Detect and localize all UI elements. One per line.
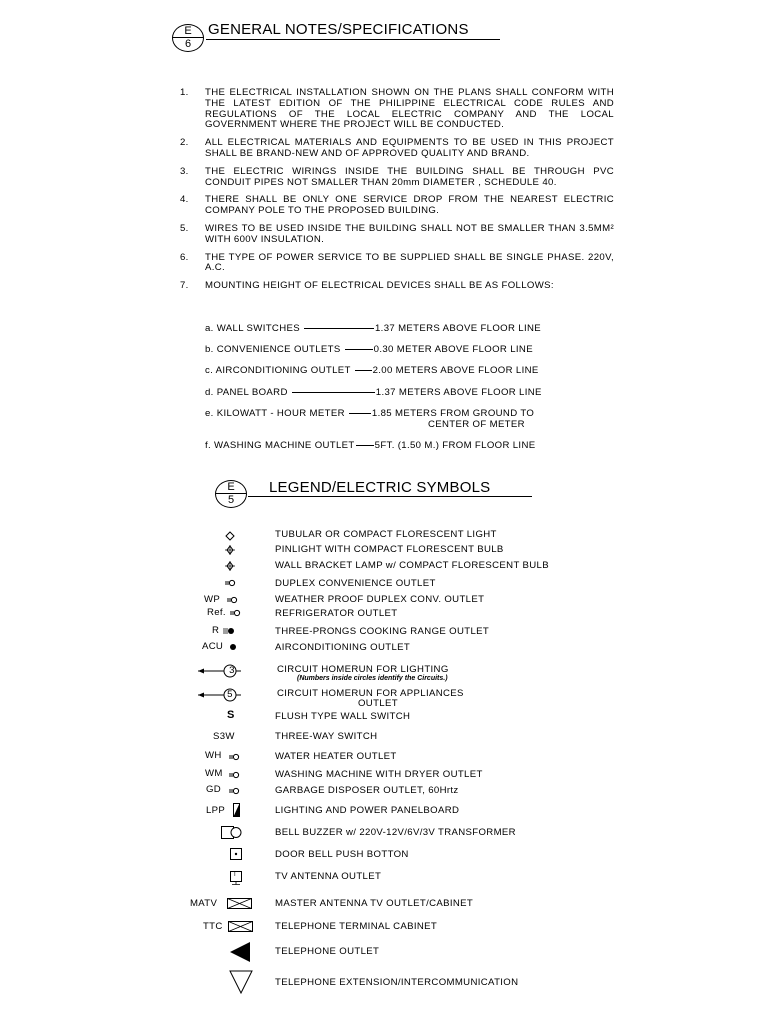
note-item: [180, 167, 614, 189]
legend-text: CIRCUIT HOMERUN FOR LIGHTING: [277, 664, 449, 675]
note-text: THE TYPE OF POWER SERVICE TO BE SUPPLIED SHALL BE SINGLE PHASE. 220V, A.C.: [205, 251, 614, 274]
mounting-row: [205, 365, 539, 376]
legend-abbr: R: [212, 625, 220, 636]
circuit-number: 3: [229, 665, 235, 676]
note-text: ALL ELECTRICAL MATERIALS AND EQUIPMENTS TO BE USED IN THIS PROJECT SHALL BE BRAND-NEW AND OF APPROVED QUALITY AND BRAND.: [205, 137, 614, 159]
legend-text: TUBULAR OR COMPACT FLORESCENT LIGHT: [275, 529, 497, 540]
sheet-badge-e5: [215, 480, 247, 508]
tubular-light-icon: [225, 531, 235, 541]
wall-bracket-lamp-icon: [225, 561, 235, 571]
legend-abbr: GD: [206, 784, 221, 795]
note-number: 6.: [180, 251, 189, 263]
door-bell-push-button-icon: [230, 848, 242, 860]
mounting-item: a. WALL SWITCHES: [205, 323, 300, 334]
note-item: [180, 224, 614, 246]
title-underline: [248, 496, 532, 497]
legend-text: MASTER ANTENNA TV OUTLET/CABINET: [275, 898, 474, 909]
legend-text: GARBAGE DISPOSER OUTLET, 60Hrtz: [275, 785, 459, 796]
mounting-item: e. KILOWATT - HOUR METER: [205, 408, 345, 419]
bell-buzzer-icon: [221, 826, 243, 840]
note-item: [180, 253, 614, 275]
telephone-terminal-cabinet-icon: [228, 921, 254, 933]
legend-abbr: WH: [205, 750, 222, 761]
matv-cabinet-icon: [227, 898, 253, 910]
note-text: THE ELECTRICAL INSTALLATION SHOWN ON THE PLANS SHALL CONFORM WITH THE LATEST EDITION OF THE PHILIPPINE ELECTRICAL CODE RULES AND REGULATIONS OF THE LOCAL ELECTRIC COMPANY AND THE LOCAL GOVERNMENT WHERE THE PROJECT WILL BE CONDUCTED.: [205, 87, 614, 131]
legend-text: AIRCONDITIONING OUTLET: [275, 642, 411, 653]
legend-text: LIGHTING AND POWER PANELBOARD: [275, 805, 460, 816]
legend-abbr: Ref.: [207, 607, 226, 618]
legend-text: TELEPHONE TERMINAL CABINET: [275, 921, 438, 932]
general-notes-list: [180, 88, 614, 299]
legend-text: FLUSH TYPE WALL SWITCH: [275, 711, 411, 722]
title-underline: [206, 39, 500, 40]
note-text: WIRES TO BE USED INSIDE THE BUILDING SHALL NOT BE SMALLER THAN 3.5MM² WITH 600V INSULATION.: [205, 222, 614, 245]
legend-text: BELL BUZZER w/ 220V-12V/6V/3V TRANSFORMER: [275, 827, 516, 838]
note-number: 4.: [180, 194, 189, 206]
leader-line: [355, 370, 372, 371]
mounting-value: 1.37 METERS ABOVE FLOOR LINE: [375, 387, 542, 398]
badge-top-letter: E: [184, 25, 192, 37]
mounting-item: c. AIRCONDITIONING OUTLET: [205, 365, 351, 376]
mounting-item: f. WASHING MACHINE OUTLET: [205, 440, 355, 451]
mounting-value: 5FT. (1.50 M.) FROM FLOOR LINE: [374, 440, 536, 451]
legend-abbr: WP: [204, 594, 221, 605]
legend-text: WASHING MACHINE WITH DRYER OUTLET: [275, 769, 483, 780]
mounting-value: 2.00 METERS ABOVE FLOOR LINE: [372, 365, 539, 376]
mounting-row: [205, 323, 541, 334]
legend-abbr: LPP: [206, 805, 226, 816]
leader-line: [292, 392, 375, 393]
mounting-row: [205, 440, 535, 451]
legend-text: THREE-WAY SWITCH: [275, 731, 378, 742]
leader-line: [349, 413, 371, 414]
mounting-value-continued: CENTER OF METER: [428, 419, 525, 430]
panelboard-icon: [233, 803, 241, 817]
mounting-value: 1.37 METERS ABOVE FLOOR LINE: [375, 323, 542, 334]
garbage-disposer-outlet-icon: [228, 787, 240, 795]
wall-switch-icon: S: [227, 709, 235, 721]
note-item: [180, 195, 614, 217]
telephone-outlet-icon: [230, 941, 252, 963]
legend-text: TELEPHONE OUTLET: [275, 946, 380, 957]
legend-text: TELEPHONE EXTENSION/INTERCOMMUNICATION: [275, 977, 519, 988]
aircon-outlet-icon: [228, 643, 238, 651]
pinlight-icon: [225, 545, 235, 555]
legend-text: WALL BRACKET LAMP w/ COMPACT FLORESCENT BULB: [275, 560, 549, 571]
weatherproof-outlet-icon: [226, 596, 238, 604]
homerun-appliance-icon: [198, 687, 242, 703]
note-item: [180, 281, 614, 292]
legend-text: DUPLEX CONVENIENCE OUTLET: [275, 578, 436, 589]
leader-line: [356, 445, 374, 446]
legend-text: WATER HEATER OUTLET: [275, 751, 397, 762]
legend-abbr: WM: [205, 768, 223, 779]
legend-text: THREE-PRONGS COOKING RANGE OUTLET: [275, 626, 490, 637]
washing-machine-outlet-icon: [228, 771, 240, 779]
leader-line: [345, 349, 373, 350]
telephone-extension-icon: [229, 970, 253, 994]
mounting-item: d. PANEL BOARD: [205, 387, 288, 398]
badge-top-letter: E: [227, 481, 235, 493]
section-title-legend: LEGEND/ELECTRIC SYMBOLS: [269, 479, 491, 496]
mounting-row: [205, 408, 535, 430]
legend-abbr: MATV: [190, 898, 218, 909]
duplex-outlet-icon: [224, 579, 236, 587]
legend-abbr: ACU: [202, 641, 224, 652]
note-number: 2.: [180, 137, 189, 149]
mounting-value: 0.30 METER ABOVE FLOOR LINE: [373, 344, 533, 355]
note-text: THERE SHALL BE ONLY ONE SERVICE DROP FROM THE NEAREST ELECTRIC COMPANY POLE TO THE PROPOSED BUILDING.: [205, 194, 614, 217]
note-text: MOUNTING HEIGHT OF ELECTRICAL DEVICES SHALL BE AS FOLLOWS:: [205, 280, 554, 292]
legend-text: DOOR BELL PUSH BOTTON: [275, 849, 409, 860]
tv-antenna-letter: T: [233, 872, 237, 878]
badge-bottom-number: 6: [184, 38, 192, 50]
mounting-item: b. CONVENIENCE OUTLETS: [205, 344, 341, 355]
refrigerator-outlet-icon: [229, 609, 241, 617]
legend-abbr: TTC: [203, 921, 223, 932]
legend-text: TV ANTENNA OUTLET: [275, 871, 382, 882]
three-way-switch-icon: S3W: [213, 731, 235, 742]
legend-text: PINLIGHT WITH COMPACT FLORESCENT BULB: [275, 544, 504, 555]
badge-bottom-number: 5: [227, 494, 235, 506]
mounting-row: [205, 344, 533, 355]
legend-text: WEATHER PROOF DUPLEX CONV. OUTLET: [275, 594, 485, 605]
note-item: [180, 138, 614, 160]
note-item: [180, 88, 614, 131]
section-title-general-notes: GENERAL NOTES/SPECIFICATIONS: [208, 21, 469, 38]
circuit-number: 5: [227, 689, 233, 700]
legend-text: REFRIGERATOR OUTLET: [275, 608, 398, 619]
range-outlet-icon: [222, 627, 236, 635]
leader-line: [304, 328, 374, 329]
mounting-row: [205, 387, 542, 398]
mounting-value: 1.85 METERS FROM GROUND TO: [371, 408, 535, 419]
water-heater-outlet-icon: [228, 753, 240, 761]
note-number: 5.: [180, 222, 189, 234]
note-number: 3.: [180, 165, 189, 177]
note-number: 1.: [180, 87, 189, 98]
legend-text-continued: OUTLET: [358, 698, 398, 709]
legend-text: CIRCUIT HOMERUN FOR APPLIANCES: [277, 688, 464, 699]
legend-note: (Numbers inside circles identify the Circuits.): [297, 675, 448, 682]
note-number: 7.: [180, 280, 189, 292]
note-text: THE ELECTRIC WIRINGS INSIDE THE BUILDING SHALL BE THROUGH PVC CONDUIT PIPES NOT SMALLER THAN 20mm DIAMETER , SCHEDULE 40.: [205, 165, 614, 188]
sheet-badge-e6: [172, 24, 204, 52]
